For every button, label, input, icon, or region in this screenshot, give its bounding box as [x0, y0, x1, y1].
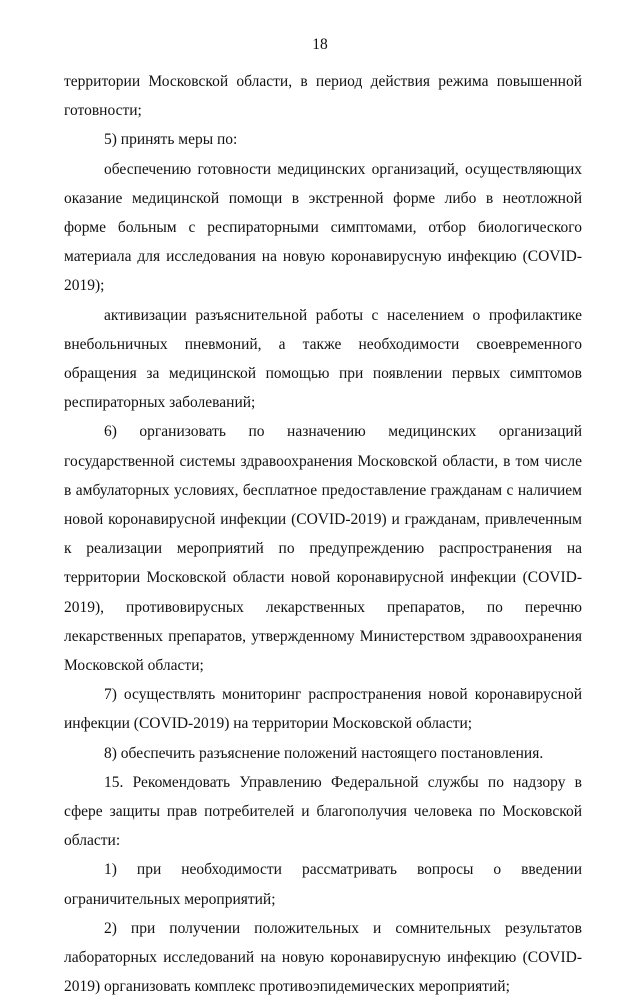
document-body — [64, 67, 582, 1002]
paragraph-section-15-item-2: 2) при получении положительных и сомнительных результатов лабораторных исследований на новую коронавирусную инфекцию (COVID-2019) организовать комплекс противоэпидемических мероприятий; — [64, 919, 582, 996]
paragraph-section-15: 15. Рекомендовать Управлению Федеральной службы по надзору в сфере защиты прав потребителей и благополучия человека по Московской области: — [64, 773, 582, 850]
paragraph-item-7: 7) осуществлять мониторинг распространения новой коронавирусной инфекции (COVID-2019) на территории Московской области; — [64, 686, 582, 733]
paragraph-item-6: 6) организовать по назначению медицинских организаций государственной системы здравоохранения Московской области, в том числе в амбулаторных условиях, бесплатное предоставление гражданам с наличием новой коронавирусной инфекции (COVID-2019) и гражданам, привлеченным к реализации мероприятий по предупреждению распространения на территории Московской области новой коронавирусной инфекции (COVID-2019), противовирусных лекарственных препаратов, по перечню лекарственных препаратов, утвержденному Министерством здравоохранения Московской области; — [64, 423, 582, 675]
paragraph-item-8: 8) обеспечить разъяснение положений настоящего постановления. — [104, 744, 544, 762]
paragraph-item-5: 5) принять меры по: — [104, 131, 238, 149]
paragraph-item-5-readiness: обеспечению готовности медицинских организаций, осуществляющих оказание медицинской помощи в экстренной форме либо в неотложной форме больным с респираторными симптомами, отбор биологического материала для исследования на новую коронавирусную инфекцию (COVID-2019); — [64, 160, 582, 295]
paragraph-section-15-item-1: 1) при необходимости рассматривать вопросы о введении ограничительных мероприятий; — [64, 861, 582, 908]
paragraph-item-5-outreach: активизации разъяснительной работы с населением о профилактике внебольничных пневмоний, а также необходимости своевременного обращения за медицинской помощью при появлении первых симптомов респираторных заболеваний; — [64, 306, 582, 412]
paragraph-continuation: территории Московской области, в период действия режима повышенной готовности; — [64, 73, 582, 120]
page-number: 18 — [312, 36, 328, 53]
